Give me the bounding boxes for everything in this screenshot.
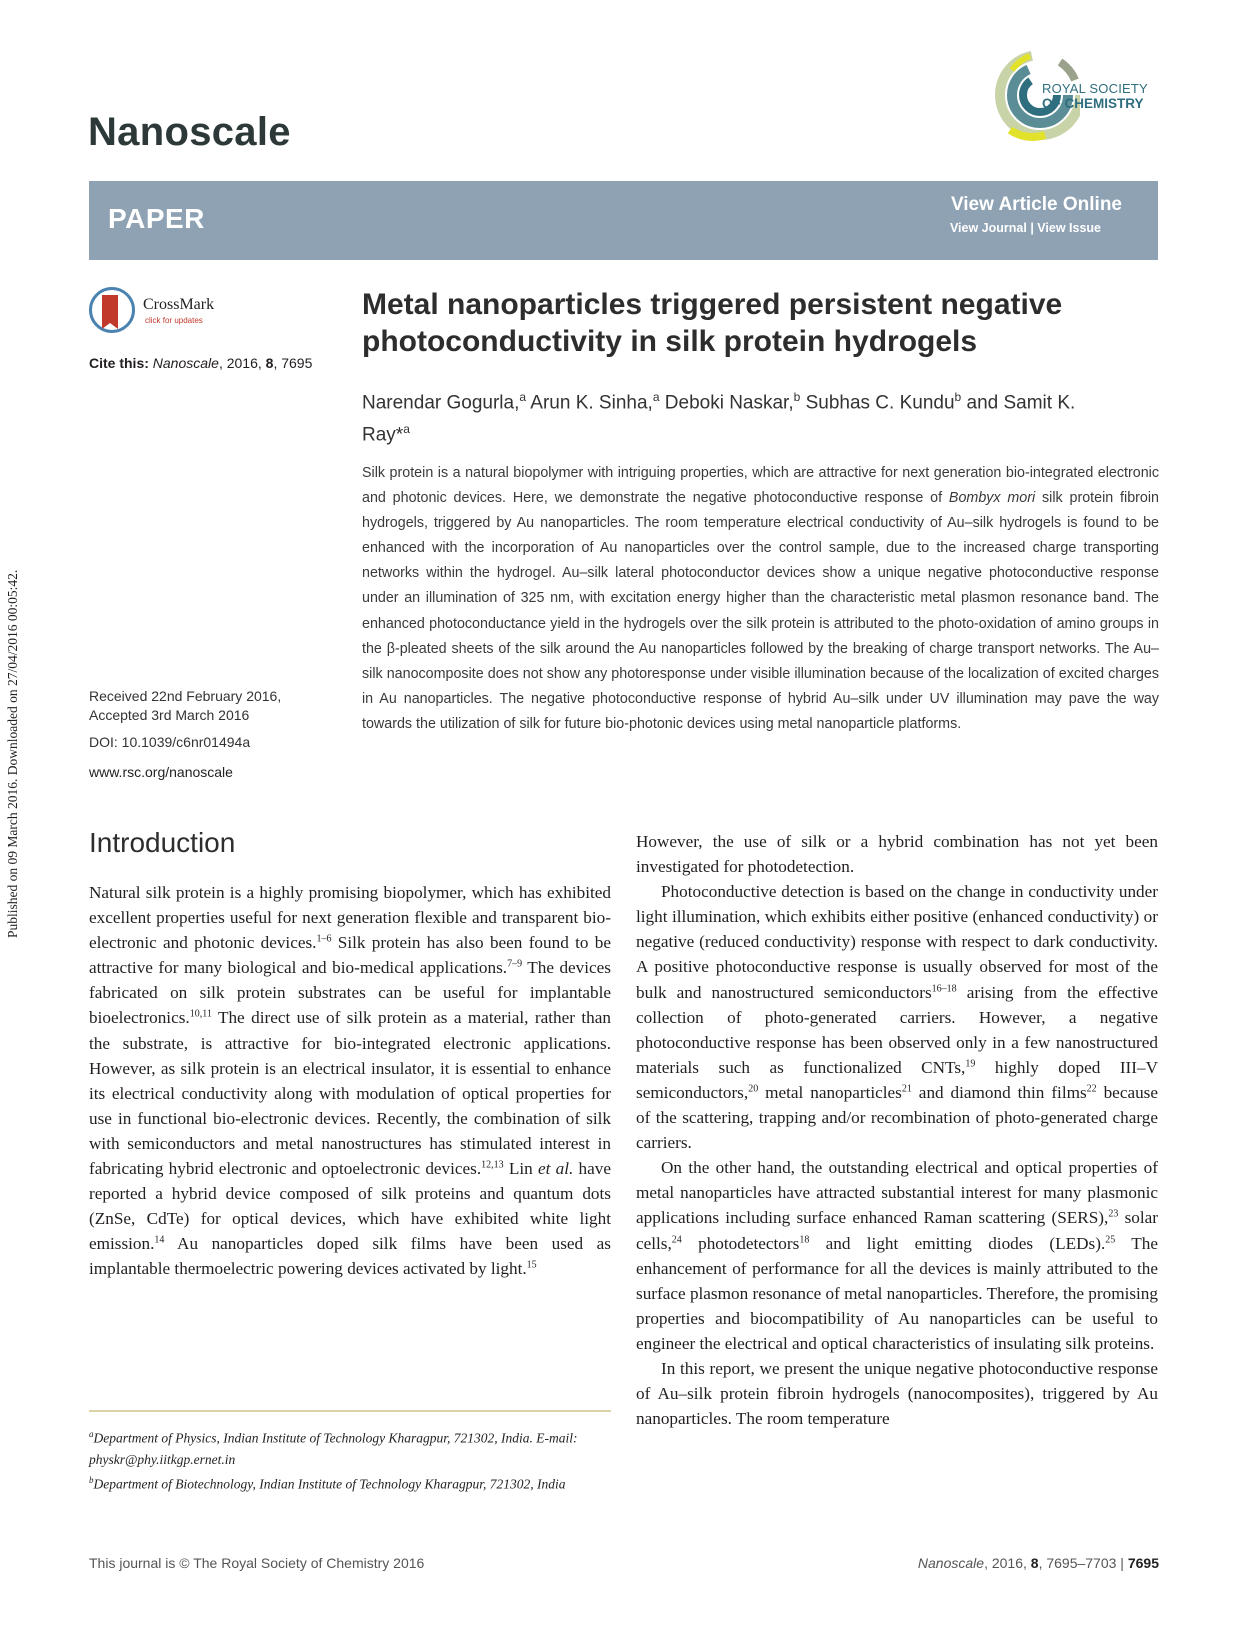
journal-title: Nanoscale	[88, 110, 291, 154]
journal-issue-links	[950, 221, 1101, 235]
publisher-name: ROYAL SOCIETY OF CHEMISTRY	[1042, 81, 1148, 111]
view-journal-link[interactable]: View Journal	[949, 221, 1027, 235]
affiliation-footnotes	[89, 1424, 611, 1494]
download-notice: Published on 09 March 2016. Downloaded on 27/04/2016 00:05:42.	[5, 569, 20, 938]
bookmark-icon	[102, 295, 118, 323]
author-list: Narendar Gogurla,$^a$ Arun K. Sinha,$^a$ Deboki Naskar,$^b$ Subhas C. Kundu$^b$ and Samit K. Ray*$^a$	[362, 390, 1076, 446]
journal-url-link[interactable]: www.rsc.org/nanoscale	[89, 764, 233, 780]
crossmark-badge[interactable]: CrossMark click for updates	[89, 287, 249, 339]
intro-left-column	[89, 880, 611, 1282]
footnote-divider	[89, 1410, 611, 1412]
view-issue-link[interactable]: View Issue	[1037, 221, 1101, 235]
paragraph: On the other hand, the outstanding electrical and optical properties of metal nanoparticles have attracted substantial interest for many plasmonic applications including surface enhanced Raman scattering (SERS),$^{23}$ solar cells,$^{24}$ photodetectors$^{18}$ and light emitting diodes (LEDs).$^{25}$ The enhancement of performance for all the devices is mainly attributed to the surface plasmon resonance of metal nanoparticles. Therefore, the promising properties and biocompatibility of Au nanoparticles can be useful to engineer the electrical and optical characteristics of insulating silk proteins.	[636, 1158, 1158, 1353]
paragraph: However, the use of silk or a hybrid combination has not yet been investigated for photodetection.	[636, 832, 1158, 877]
view-article-online-link[interactable]: View Article Online	[950, 194, 1122, 215]
paragraph: Natural silk protein is a highly promising biopolymer, which has exhibited excellent properties useful for next generation flexible and transparent bio-electronic and photonic devices.$^{1-6}$ Silk protein has also been found to be attractive for many biological and bio-medical applications.$^{7-9}$ The devices fabricated on silk protein substrates can be useful for implantable bioelectronics.$^{10,11}$ The direct use of silk protein as a material, rather than the substrate, is attractive for bio-integrated electronic applications. However, as silk protein is an electrical insulator, it is essential to enhance its electrical conductivity along with modulation of optical properties for use in functional bio-electronic devices. Recently, the combination of silk with semiconductors and metal nanostructures has stimulated interest in fabricating hybrid electronic and optoelectronic devices.$^{12,13}$ Lin et al. have reported a hybrid device composed of silk proteins and quantum dots (ZnSe, CdTe) for optical devices, which have exhibited white light emission.$^{14}$ Au nanoparticles doped silk films have been used as implantable thermoelectric powering devices activated by light.$^{15}$	[89, 883, 611, 1279]
rsc-logo[interactable]	[990, 40, 1160, 150]
section-banner	[89, 181, 1158, 260]
paragraph: In this report, we present the unique negative photoconductive response of Au–silk protein fibroin hydrogels (nanocomposites), triggered by Au nanoparticles. The room temperature	[636, 1358, 1158, 1429]
section-label: PAPER	[108, 203, 205, 234]
intro-right-column	[636, 829, 1158, 1431]
paragraph: Photoconductive detection is based on the change in conductivity under light illumination, which exhibits either positive (enhanced conductivity) or negative (reduced conductivity) response with respect to dark conductivity. A positive photoconductive response is usually observed for most of the bulk and nanostructured semiconductors$^{16-18}$ arising from the effective collection of photo-generated carriers. However, a negative photoconductive response has been observed only in a few nanostructured materials such as functionalized CNTs,$^{19}$ highly doped III–V semiconductors,$^{20}$ metal nanoparticles$^{21}$ and diamond thin films$^{22}$ because of the scattering, trapping and/or recombination of photo-generated charge carriers.	[636, 882, 1158, 1153]
citation-line: Cite this: Nanoscale, 2016, 8, 7695	[89, 355, 313, 371]
affiliation-b: $^b$Department of Biotechnology, Indian Institute of Technology Kharagpur, 721302, India	[89, 1474, 566, 1491]
link-separator: |	[1030, 221, 1034, 235]
article-title: Metal nanoparticles triggered persistent negative photoconductivity in silk protein hydrogels	[362, 288, 1063, 358]
section-heading-introduction: Introduction	[89, 827, 236, 858]
received-dates: Received 22nd February 2016, Accepted 3rd March 2016	[89, 688, 282, 723]
copyright-footer: This journal is © The Royal Society of Chemistry 2016	[89, 1555, 425, 1571]
page-number: 7695	[1127, 1555, 1159, 1571]
doi[interactable]: DOI: 10.1039/c6nr01494a	[89, 734, 251, 750]
page-footer: Nanoscale, 2016, 8, 7695–7703 | 7695	[917, 1555, 1159, 1571]
abstract: Silk protein is a natural biopolymer with intriguing properties, which are attractive for next generation bio-integrated electronic and photonic devices. Here, we demonstrate the negative photoconductive response of Bombyx mori silk protein fibroin hydrogels, triggered by Au nanoparticles. The room temperature electrical conductivity of Au–silk hydrogels is found to be enhanced with the incorporation of Au nanoparticles over the control sample, due to the increased charge transporting networks within the hydrogel. Au–silk lateral photoconductor devices show a unique negative photoconductive response under an illumination of 325 nm, with excitation energy higher than the characteristic metal plasmon resonance band. The enhanced photoconductance yield in the hydrogels over the silk protein is attributed to the photo-oxidation of amino groups in the β-pleated sheets of the silk around the Au nanoparticles followed by the breaking of charge transport networks. The Au–silk nanocomposite does not show any photoresponse under visible illumination because of the localization of excited charges in Au nanoparticles. The negative photoconductive response of hybrid Au–silk under UV illumination may pave the way towards the utilization of silk for future bio-photonic devices using metal nanoparticle platforms.	[362, 465, 1159, 732]
affiliation-a: $^a$Department of Physics, Indian Institute of Technology Kharagpur, 721302, India. E-mail: physkr@phy.iitkgp.ernet.in	[89, 1429, 578, 1467]
